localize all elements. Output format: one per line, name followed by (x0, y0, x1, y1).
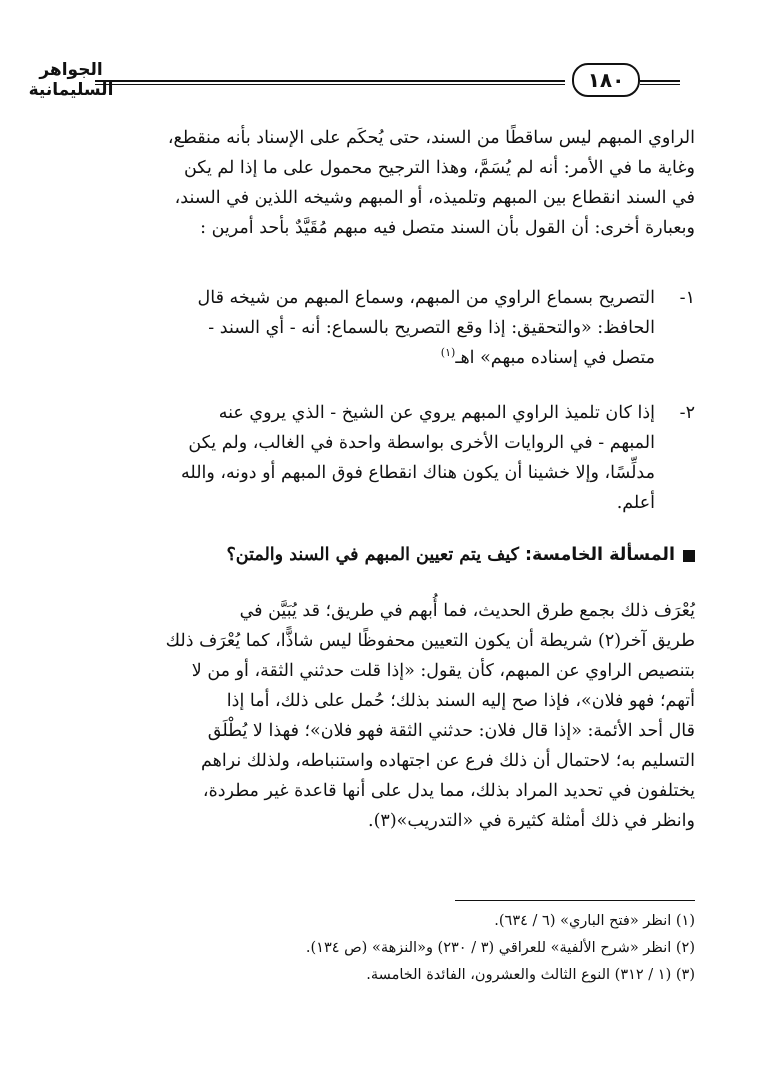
paragraph-intro (75, 123, 695, 243)
text-line: المبهم - في الروايات الأخرى بواسطة واحدة في الغالب، ولم يكن (188, 433, 655, 453)
text-line: يُعْرَف ذلك بجمع طرق الحديث، فما أُبهم في طريق؛ قد يُبَيَّن في (239, 601, 695, 621)
footnote: (٣) (١ / ٣١٢) النوع الثالث والعشرون، الفائدة الخامسة. (366, 967, 695, 983)
text-line: وانظر في ذلك أمثلة كثيرة في «التدريب»(٣). (368, 811, 695, 831)
header-rule-right (640, 80, 680, 85)
text-line: قال أحد الأئمة: «إذا قال فلان: حدثني الثقة فهو فلان»؛ فهذا لا يُطْلَق (207, 721, 695, 741)
section-label: المسألة الخامسة: (525, 545, 675, 565)
text-line: في السند انقطاع بين المبهم وتلميذه، أو المبهم وشيخه اللذين في السند، (174, 188, 695, 208)
running-head-title: الجواهر السليمانية (28, 60, 114, 100)
item-text: متصل في إسناده مبهم» اهـ (455, 348, 655, 368)
list-number: ٢- (679, 403, 695, 423)
header-rule-left (95, 80, 565, 85)
text-line: الحافظ: «والتحقيق: إذا وقع التصريح بالسماع: أنه - أي السند - (208, 318, 655, 338)
paragraph-answer (75, 596, 695, 836)
list-item-1 (75, 283, 695, 373)
list-number: ١- (679, 288, 695, 308)
item-text: التصريح بسماع الراوي من المبهم، وسماع المبهم من شيخه قال (197, 288, 655, 308)
footnote: (١) انظر «فتح الباري» (٦ / ٦٣٤). (494, 913, 695, 929)
footnotes (75, 908, 695, 989)
section-question: كيف يتم تعيين المبهم في السند والمتن؟ (226, 545, 519, 565)
text-line: وغاية ما في الأمر: أنه لم يُسَمَّ، وهذا الترجيح محمول على ما إذا لم يكن (183, 158, 695, 178)
page-number-badge: ١٨٠ (572, 63, 640, 97)
square-bullet-icon (683, 550, 695, 562)
footnote-ref: (١) (440, 346, 456, 360)
text-line: وبعبارة أخرى: أن القول بأن السند متصل فيه مبهم مُقَيَّدٌ بأحد أمرين : (200, 218, 695, 238)
text-line: التسليم به؛ لاحتمال أن ذلك فرع عن اجتهاده واستنباطه، ولذلك نراهم (200, 751, 695, 771)
section-heading (75, 540, 695, 570)
text-line (75, 283, 695, 313)
text-line: أعلم. (616, 493, 655, 513)
list-item-2 (75, 398, 695, 518)
text-line (75, 398, 695, 428)
text-line: مدلِّسًا، وإلا خشينا أن يكون هناك انقطاع فوق المبهم أو دونه، والله (181, 463, 655, 483)
text-line: أتهم؛ فهو فلان»، فإذا صح إليه السند بذلك؛ حُمل على ذلك، أما إذا (226, 691, 695, 711)
text-line: يختلفون في تحديد المراد بذلك، مما يدل على أنها قاعدة غير مطردة، (202, 781, 695, 801)
footnote: (٢) انظر «شرح الألفية» للعراقي (٣ / ٢٣٠) و«النزهة» (ص ١٣٤). (305, 940, 695, 956)
text-line: بتنصيص الراوي عن المبهم، كأن يقول: «إذا قلت حدثني الثقة، أو من لا (191, 661, 695, 681)
item-text: إذا كان تلميذ الراوي المبهم يروي عن الشيخ - الذي يروي عنه (218, 403, 655, 423)
text-line: الراوي المبهم ليس ساقطًا من السند، حتى يُحكَم على الإسناد بأنه منقطع، (167, 128, 695, 148)
text-line: طريق آخر(٢) شريطة أن يكون التعيين محفوظًا ليس شاذًّا، كما يُعْرَف ذلك (165, 631, 695, 651)
text-line (75, 343, 695, 373)
footnote-separator (455, 900, 695, 901)
